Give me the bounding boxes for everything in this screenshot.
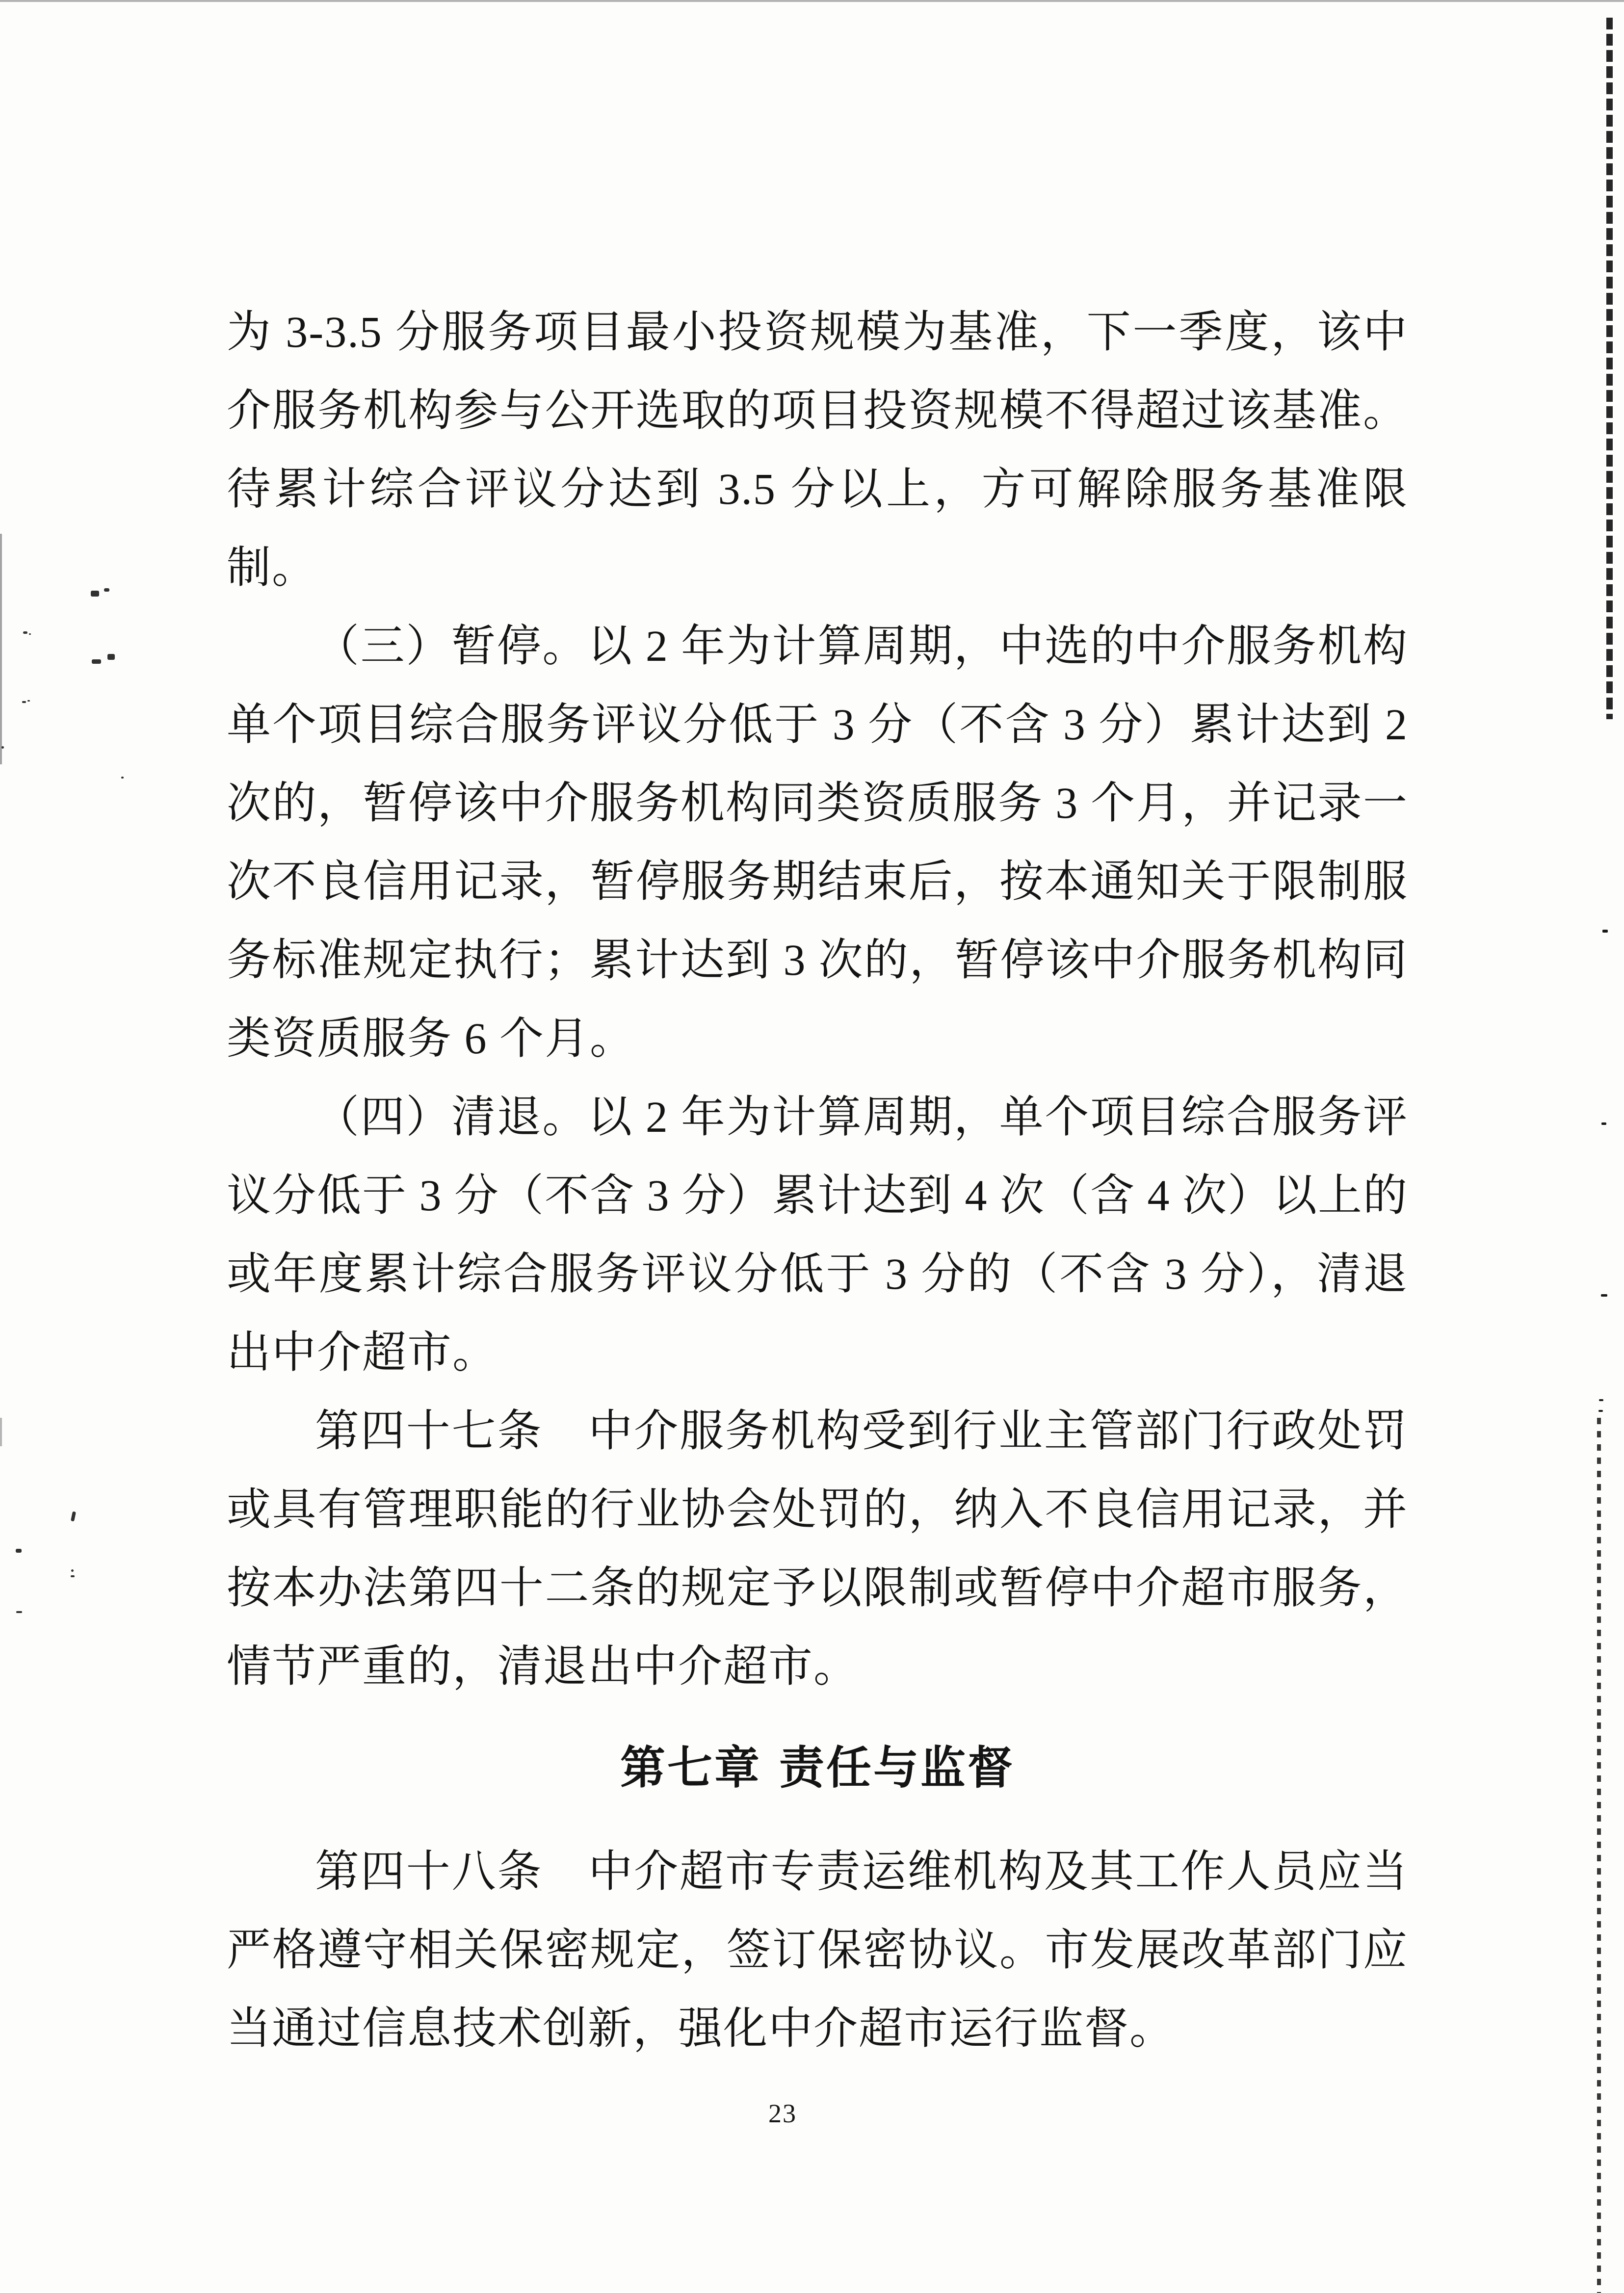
- page-number: 23: [768, 2099, 797, 2128]
- paragraph-continuation: 为 3-3.5 分服务项目最小投资规模为基准，下一季度，该中介服务机构参与公开选取的项目投资规模不得超过该基准。待累计综合评议分达到 3.5 分以上，方可解除服务基准限制。: [227, 308, 1408, 592]
- ink-speck: [22, 701, 26, 703]
- scan-dash-mark: [1601, 1122, 1606, 1125]
- scan-dash-mark: [1602, 930, 1608, 933]
- ink-speck: [29, 633, 31, 635]
- scan-edge-right-artifact: [1606, 18, 1613, 719]
- scan-dash-mark: [1599, 1399, 1603, 1401]
- paragraph-clause-4-removal: （四）清退。以 2 年为计算周期，单个项目综合服务评议分低于 3 分（不含 3 分）累计达到 4 次（含 4 次）以上的或年度累计综合服务评议分低于 3 分的（不含 3 分），清退出中介超市。: [227, 1093, 1408, 1377]
- ink-speck: [121, 777, 124, 779]
- ink-speck: [104, 588, 109, 592]
- paragraph-clause-3-suspension: （三）暂停。以 2 年为计算周期，中选的中介服务机构单个项目综合服务评议分低于 3 分（不含 3 分）累计达到 2 次的，暂停该中介服务机构同类资质服务 3 个月，并记录一次不良信用记录，暂停服务期结束后，按本通知关于限制服务标准规定执行；累计达到 3 次的，暂停该中介服务机构同类资质服务 6 个月。: [227, 622, 1408, 1063]
- ink-speck: [71, 1511, 76, 1521]
- document-body: [227, 293, 1408, 2068]
- scan-edge-right-artifact: [1597, 1418, 1601, 2293]
- scan-dash-mark: [1598, 1410, 1603, 1412]
- scan-edge-left: [0, 534, 2, 764]
- paragraph-article-47: 第四十七条 中介服务机构受到行业主管部门行政处罚或具有管理职能的行业协会处罚的，纳入不良信用记录，并按本办法第四十二条的规定予以限制或暂停中介超市服务，情节严重的，清退出中介超市。: [227, 1407, 1408, 1691]
- ink-speck: [27, 700, 30, 702]
- ink-speck: [23, 631, 27, 634]
- ink-speck: [71, 1575, 75, 1577]
- ink-speck: [16, 1549, 22, 1553]
- ink-speck: [16, 1611, 22, 1613]
- scan-edge-top: [0, 0, 1624, 2]
- chapter-heading: 第七章 责任与监督: [620, 1742, 1015, 1794]
- ink-speck: [1, 746, 4, 749]
- ink-speck: [91, 591, 99, 597]
- ink-speck: [107, 654, 115, 660]
- paragraph-article-48: 第四十八条 中介超市专责运维机构及其工作人员应当严格遵守相关保密规定，签订保密协议。市发展改革部门应当通过信息技术创新，强化中介超市运行监督。: [227, 1848, 1408, 2053]
- ink-speck: [71, 1569, 74, 1572]
- scan-edge-left: [0, 1418, 2, 1446]
- ink-speck: [92, 659, 101, 664]
- scan-dash-mark: [1601, 1294, 1607, 1297]
